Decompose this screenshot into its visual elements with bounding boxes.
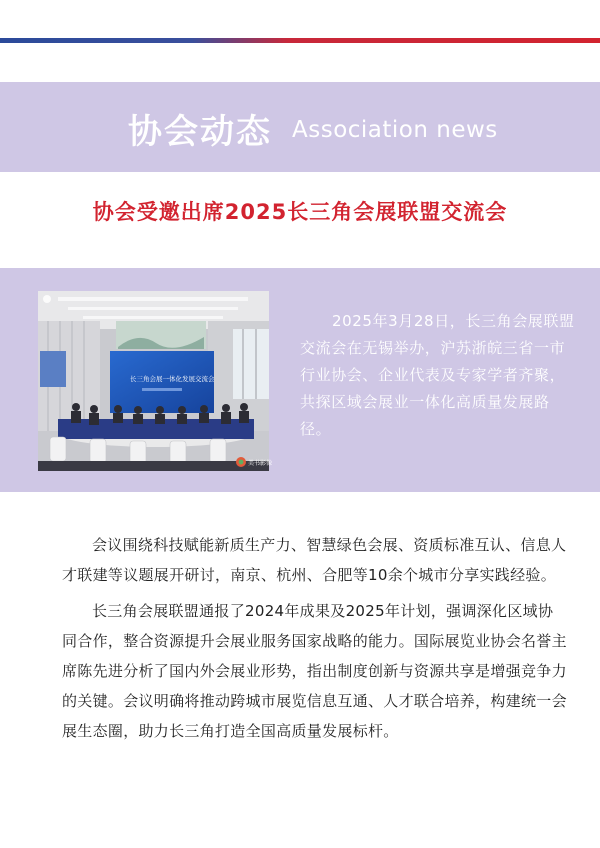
article-summary: 2025年3月28日，长三角会展联盟交流会在无锡举办，沪苏浙皖三省一市行业协会、企业代表及专家学者齐聚，共探区域会展业一体化高质量发展路径。 [300, 312, 575, 438]
section-banner [0, 82, 600, 172]
body-paragraph: 会议围绕科技赋能新质生产力、智慧绿色会展、资质标准互认、信息人才联建等议题展开研讨，南京、杭州、合肥等10余个城市分享实践经验。 [62, 536, 567, 584]
banner-title-cn: 协会动态 [128, 112, 272, 152]
article-body [62, 530, 568, 752]
banner-title-en: Association news [292, 117, 498, 143]
top-accent-bar [0, 38, 600, 43]
conference-photo-illustration [38, 291, 273, 471]
article-headline: 协会受邀出席2025长三角会展联盟交流会 [92, 200, 508, 224]
screen-title: 长三角会展一体化发展交流会 [130, 375, 215, 383]
conference-photo [38, 291, 273, 471]
accent-bar-gradient [0, 38, 600, 43]
photo-watermark: 美书影像 [248, 460, 273, 467]
feature-panel [0, 268, 600, 492]
body-paragraph: 长三角会展联盟通报了2024年成果及2025年计划，强调深化区域协同合作，整合资源提升会展业服务国家战略的能力。国际展览业协会名誉主席陈先进分析了国内外会展业形势，指出制度创新与资源共享是增强竞争力的关键。会议明确将推动跨城市展览信息互通、人才联合培养，构建统一会展生态圈，助力长三角打造全国高质量发展标杆。 [62, 602, 567, 740]
